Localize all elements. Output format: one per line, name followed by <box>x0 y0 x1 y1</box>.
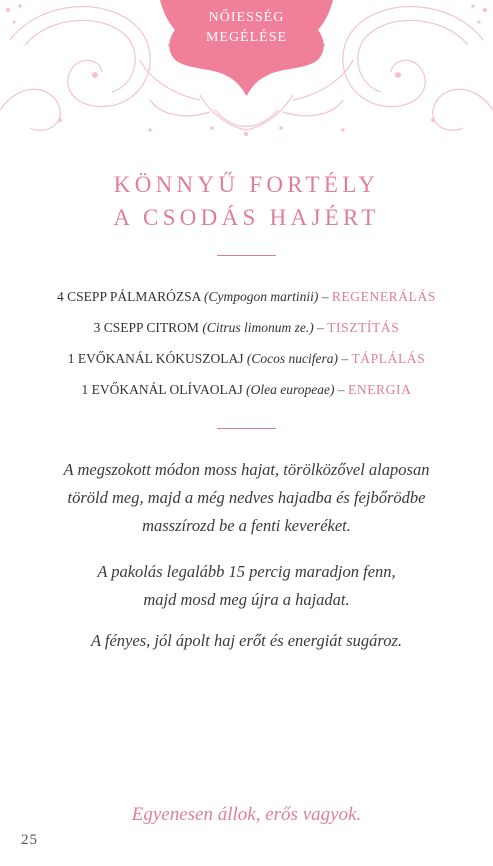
instruction-paragraph-1 <box>0 456 493 540</box>
instruction-paragraph-2 <box>0 558 493 614</box>
ingredient-effect: ENERGIA <box>348 382 412 397</box>
ingredient-latin: (Olea europeae) <box>246 382 335 397</box>
instruction-paragraph-3 <box>0 627 493 655</box>
ingredient-effect: TISZTÍTÁS <box>327 320 400 335</box>
ingredient-name: 1 EVŐKANÁL OLÍVAOLAJ <box>81 382 243 397</box>
ingredient-row <box>0 312 493 343</box>
ingredient-list <box>0 281 493 405</box>
divider-top <box>217 255 276 256</box>
ornament-header <box>0 0 493 140</box>
badge-shape <box>160 0 333 96</box>
instruction-line: masszírozd be a fenti keveréket. <box>142 516 351 535</box>
title-line-2: A CSODÁS HAJÉRT <box>113 205 380 230</box>
badge-line-1: NŐIESSÉG <box>208 10 285 25</box>
ingredient-latin: (Cocos nucifera) <box>246 351 338 366</box>
instruction-line: majd mosd meg újra a hajadat. <box>143 590 350 609</box>
divider-bottom <box>217 428 276 429</box>
ingredient-separator: – <box>321 289 329 304</box>
ingredient-effect: TÁPLÁLÁS <box>351 351 426 366</box>
instruction-line: A fényes, jól ápolt haj erőt és energiát sugároz. <box>90 631 403 650</box>
ingredient-name: 3 CSEPP CITROM <box>93 320 199 335</box>
page-title <box>0 168 493 234</box>
badge-line-2: MEGÉLÉSE <box>205 30 288 45</box>
page-number: 25 <box>21 832 38 848</box>
instruction-line: A megszokott módon moss hajat, törölközővel alaposan <box>63 460 430 479</box>
ingredient-name: 4 CSEPP PÁLMARÓZSA <box>57 289 201 304</box>
ingredient-separator: – <box>341 351 349 366</box>
ingredient-row <box>0 374 493 405</box>
ingredient-row <box>0 281 493 312</box>
ingredient-latin: (Citrus limonum ze.) <box>202 320 314 335</box>
ingredient-name: 1 EVŐKANÁL KÓKUSZOLAJ <box>67 351 244 366</box>
ingredient-latin: (Cympogon martinii) <box>203 289 319 304</box>
instruction-line: A pakolás legalább 15 percig maradjon fenn, <box>97 562 396 581</box>
title-line-1: KÖNNYŰ FORTÉLY <box>113 172 380 197</box>
ingredient-row <box>0 343 493 374</box>
motto: Egyenesen állok, erős vagyok. <box>131 804 362 825</box>
ingredient-separator: – <box>337 382 345 397</box>
ingredient-separator: – <box>317 320 324 335</box>
instruction-line: töröld meg, majd a még nedves hajadba és fejbőrödbe <box>67 488 426 507</box>
ingredient-effect: REGENERÁLÁS <box>331 289 436 304</box>
